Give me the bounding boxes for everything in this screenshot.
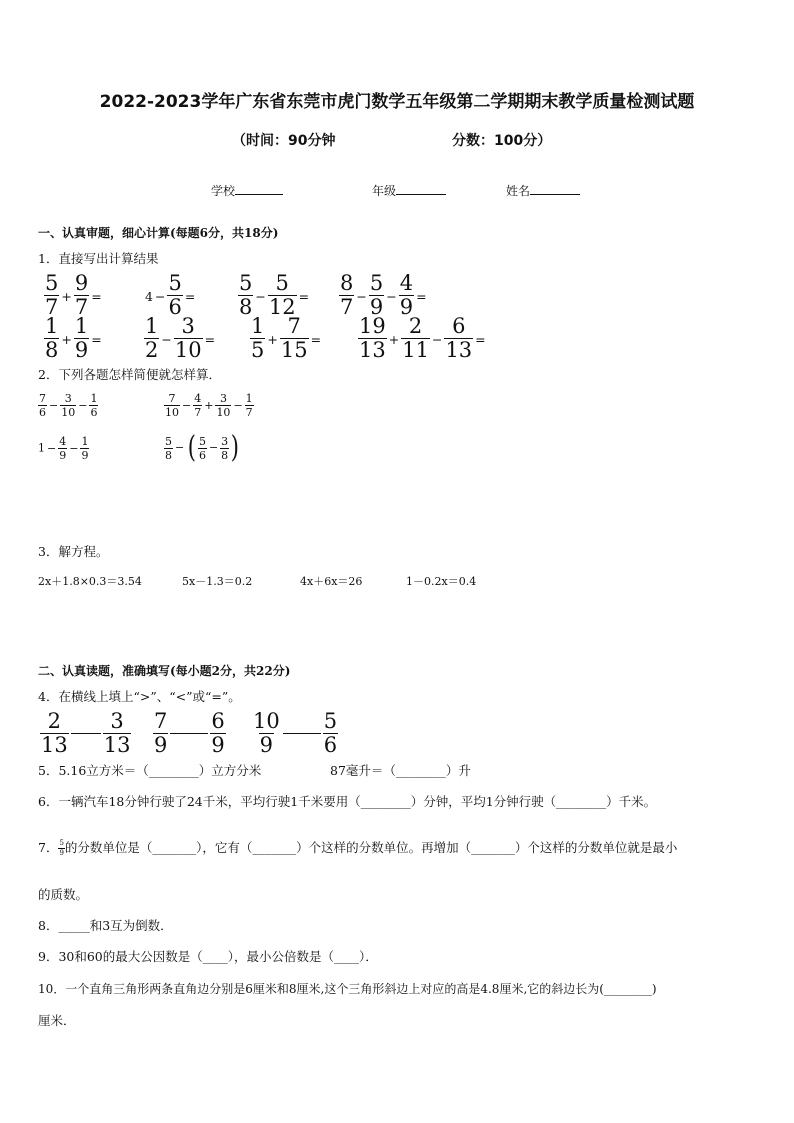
fraction: $\frac{6}{13}$ <box>445 314 473 362</box>
q1-r1-e4: $\frac{8}{7}$ − $\frac{5}{9}$ − $\frac{4}{9}$ = <box>340 271 427 319</box>
q8-text: 8．_____和3互为倒数． <box>38 918 173 933</box>
fraction: $\frac{2}{13}$ <box>41 709 68 757</box>
q1-label: 1．直接写出计算结果 <box>38 251 159 266</box>
school-field <box>211 182 283 199</box>
fraction: $\frac{1}{5}$ <box>251 314 265 362</box>
compare-blank[interactable] <box>170 733 208 734</box>
fraction: $\frac{5}{6}$ <box>168 271 182 319</box>
fraction: $\frac{1}{9}$ <box>81 435 89 462</box>
fraction: $\frac{4}{9}$ <box>59 435 67 462</box>
q10-text: 10．一个直角三角形两条直角边分别是6厘米和8厘米,这个三角形斜边上对应的高是4.8厘米,它的斜边长为(________) <box>38 982 657 996</box>
q1-r2-e1: $\frac{1}{8}$ + $\frac{1}{9}$ = <box>45 314 102 362</box>
q2-label: 2．下列各题怎样简便就怎样算． <box>38 367 221 382</box>
fraction: $\frac{7}{9}$ <box>154 709 168 757</box>
q5-part1: 5．5.16立方米＝（________）立方分米 <box>38 763 262 778</box>
right-paren: ) <box>230 430 240 465</box>
fraction: $\frac{2}{11}$ <box>402 314 429 362</box>
fraction: $\frac{4}{7}$ <box>194 392 202 419</box>
fraction: $\frac{5}{9}$ <box>59 839 64 857</box>
q3-eq4: 1－0.2x＝0.4 <box>406 575 477 588</box>
fraction: $\frac{5}{12}$ <box>268 271 296 319</box>
fraction: $\frac{1}{2}$ <box>145 314 159 362</box>
grade-label: 年级 <box>372 184 397 198</box>
school-label: 学校 <box>211 184 236 198</box>
q4-pair3 <box>252 711 338 756</box>
grade-field <box>372 182 446 199</box>
q1-r2-e3: $\frac{1}{5}$ + $\frac{7}{15}$ = <box>251 314 322 362</box>
name-blank[interactable] <box>530 182 580 195</box>
q3-eq2: 5x－1.3＝0.2 <box>182 575 253 588</box>
fraction: $\frac{3}{10}$ <box>216 392 231 419</box>
fraction: $\frac{5}{6}$ <box>198 434 206 462</box>
fraction: $\frac{7}{10}$ <box>165 392 179 419</box>
q2-e1: $\frac{7}{6}$ − $\frac{3}{10}$ − $\frac{1}{6}$ <box>39 392 98 419</box>
page-title: 2022-2023学年广东省东莞市虎门数学五年级第二学期期末教学质量检测试题 <box>99 92 695 112</box>
q2-e3: 1 − $\frac{4}{9}$ − $\frac{1}{9}$ <box>38 435 89 462</box>
name-label: 姓名 <box>506 184 531 198</box>
q7-cont: 的质数。 <box>38 887 89 902</box>
q2-e4: $\frac{5}{8}$ − ( $\frac{5}{6}$ − $\frac{3}{8}$ ) <box>165 430 240 465</box>
fraction: $\frac{8}{7}$ <box>340 271 354 319</box>
q5-part2: 87毫升＝（________）升 <box>330 763 471 778</box>
fraction: $\frac{19}{13}$ <box>359 314 386 362</box>
q1-r1-e1: $\frac{5}{7}$ + $\frac{9}{7}$ = <box>45 271 102 319</box>
fraction: $\frac{3}{13}$ <box>103 709 131 757</box>
score-info: 分数：100分） <box>452 133 552 149</box>
time-info: （时间：90分钟 <box>232 133 336 149</box>
fraction: $\frac{3}{10}$ <box>174 314 202 362</box>
compare-blank[interactable] <box>71 733 101 734</box>
q3-eq1: 2x＋1.8×0.3＝3.54 <box>38 575 142 588</box>
section1-title: 一、认真审题，细心计算(每题6分，共18分) <box>38 226 279 240</box>
q10-cont: 厘米． <box>38 1013 76 1028</box>
q1-r1-e2: 4 − $\frac{5}{6}$ = <box>145 271 196 319</box>
q1-r1-e3: $\frac{5}{8}$ − $\frac{5}{12}$ = <box>239 271 310 319</box>
q3-label: 3．解方程。 <box>38 544 109 559</box>
fraction: $\frac{3}{8}$ <box>221 434 229 462</box>
fraction: $\frac{5}{6}$ <box>323 709 338 757</box>
fraction: $\frac{3}{10}$ <box>61 392 76 419</box>
section2-title: 二、认真读题，准确填写(每小题2分，共22分) <box>38 664 291 678</box>
fraction: $\frac{7}{6}$ <box>39 392 46 419</box>
fraction: $\frac{10}{9}$ <box>253 709 280 757</box>
q4-pair2 <box>153 711 226 756</box>
q1-r2-e2: $\frac{1}{2}$ − $\frac{3}{10}$ = <box>145 314 216 362</box>
fraction: $\frac{1}{7}$ <box>245 392 253 419</box>
name-field <box>506 182 580 199</box>
fraction: $\frac{5}{8}$ <box>239 271 253 319</box>
grade-blank[interactable] <box>396 182 446 195</box>
fraction: $\frac{4}{9}$ <box>399 271 414 319</box>
q9-text: 9．30和60的最大公因数是（____），最小公倍数是（____）． <box>38 949 378 964</box>
fraction: $\frac{5}{9}$ <box>369 271 384 319</box>
fraction: $\frac{1}{8}$ <box>45 314 59 362</box>
q7-text: 7． $\frac{5}{9}$ 的分数单位是（_______），它有（_______）个这样的分数单位。再增加（_______）个这样的分数单位就是最小 <box>38 839 678 857</box>
q4-label: 4．在横线上填上“>”、“<”或“=”。 <box>38 689 241 704</box>
fraction: $\frac{6}{9}$ <box>211 709 225 757</box>
fraction: $\frac{1}{9}$ <box>74 314 89 362</box>
q2-e2: $\frac{7}{10}$ − $\frac{4}{7}$ + $\frac{3}{10}$ − $\frac{1}{7}$ <box>165 392 253 419</box>
fraction: $\frac{5}{7}$ <box>45 271 59 319</box>
fraction: $\frac{9}{7}$ <box>74 271 89 319</box>
compare-blank[interactable] <box>283 733 321 734</box>
fraction: $\frac{7}{15}$ <box>280 314 308 362</box>
q4-pair1 <box>40 711 131 756</box>
fraction: $\frac{5}{8}$ <box>165 434 172 462</box>
q6-text: 6．一辆汽车18分钟行驶了24千米，平均行驶1千米要用（________）分钟，平均1分钟行驶（________）千米。 <box>38 794 657 809</box>
q1-r2-e4: $\frac{19}{13}$ + $\frac{2}{11}$ − $\frac{6}{13}$ = <box>359 314 486 362</box>
q3-eq3: 4x＋6x＝26 <box>300 575 363 588</box>
fraction: $\frac{1}{6}$ <box>90 392 98 419</box>
left-paren: ( <box>187 430 197 465</box>
school-blank[interactable] <box>235 182 283 195</box>
